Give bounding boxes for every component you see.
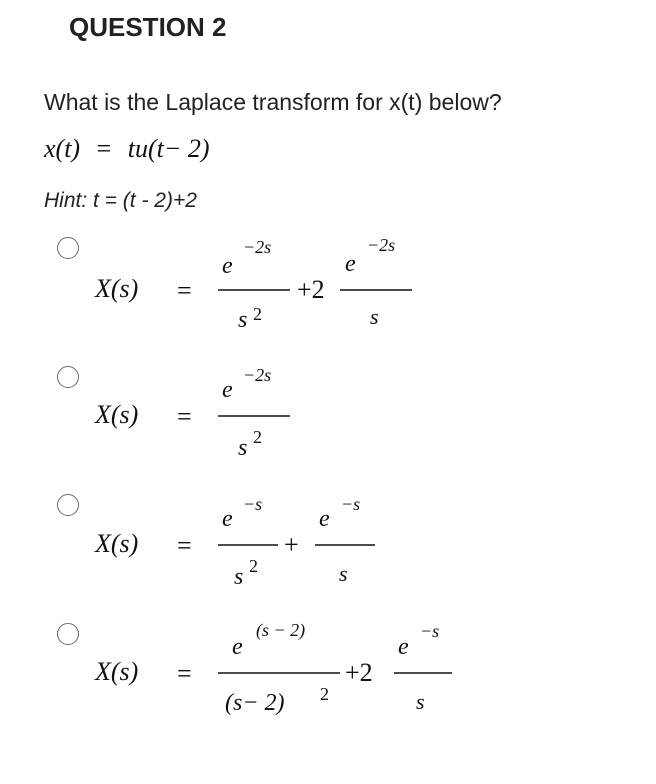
option-4-term1-den-exponent: 2 bbox=[320, 684, 329, 704]
option-4-term2-base: e bbox=[398, 634, 409, 660]
option-2-term1-exponent: −2s bbox=[243, 365, 272, 385]
equation-lhs: x(t) bbox=[44, 134, 81, 163]
option-4-term1-exponent: (s − 2) bbox=[256, 620, 306, 640]
option-2-lhs: X(s) bbox=[95, 400, 139, 429]
option-1-equals: = bbox=[177, 276, 192, 305]
question-title: QUESTION 2 bbox=[69, 12, 227, 42]
option-1-term2-denominator: s bbox=[370, 304, 379, 329]
option-1-term2-exponent: −2s bbox=[367, 235, 396, 255]
option-4-lhs: X(s) bbox=[95, 657, 139, 686]
option-1-join: +2 bbox=[297, 275, 325, 304]
option-2-term1-base: e bbox=[222, 377, 233, 403]
option-3-term1-den-exponent: 2 bbox=[249, 556, 258, 576]
option-1-lhs: X(s) bbox=[95, 274, 139, 303]
option-2-equals: = bbox=[177, 402, 192, 431]
option-3-term2-base: e bbox=[319, 506, 330, 532]
option-4-equals: = bbox=[177, 659, 192, 688]
option-4-term2-denominator: s bbox=[416, 689, 425, 714]
option-3-term1-denominator: s bbox=[234, 564, 244, 590]
option-2-term1-denominator: s bbox=[238, 435, 248, 461]
hint-text: Hint: t = (t - 2)+2 bbox=[44, 189, 197, 212]
option-3-term1-exponent: −s bbox=[243, 494, 263, 514]
option-2-term1-den-exponent: 2 bbox=[253, 427, 262, 447]
option-3-join: + bbox=[284, 530, 299, 559]
option-4-term2-exponent: −s bbox=[420, 621, 440, 641]
option-4-term1-base: e bbox=[232, 634, 243, 660]
equation-equals: = bbox=[96, 134, 112, 163]
equation-rhs: tu(t− 2) bbox=[127, 134, 210, 163]
option-1-term1-denominator: s bbox=[238, 307, 248, 333]
option-3-term2-exponent: −s bbox=[341, 494, 361, 514]
option-1-term1-exponent: −2s bbox=[243, 237, 272, 257]
option-1-term1-base: e bbox=[222, 253, 233, 279]
option-1-term2-base: e bbox=[345, 251, 356, 277]
option-3-equals: = bbox=[177, 531, 192, 560]
option-4-join: +2 bbox=[345, 658, 373, 687]
option-1-term1-den-exponent: 2 bbox=[253, 304, 262, 324]
question-prompt: What is the Laplace transform for x(t) below? bbox=[44, 89, 502, 115]
option-4-term1-denominator: (s− 2) bbox=[225, 690, 285, 716]
option-3-term2-denominator: s bbox=[339, 561, 348, 586]
option-3-term1-base: e bbox=[222, 506, 233, 532]
option-3-lhs: X(s) bbox=[95, 529, 139, 558]
